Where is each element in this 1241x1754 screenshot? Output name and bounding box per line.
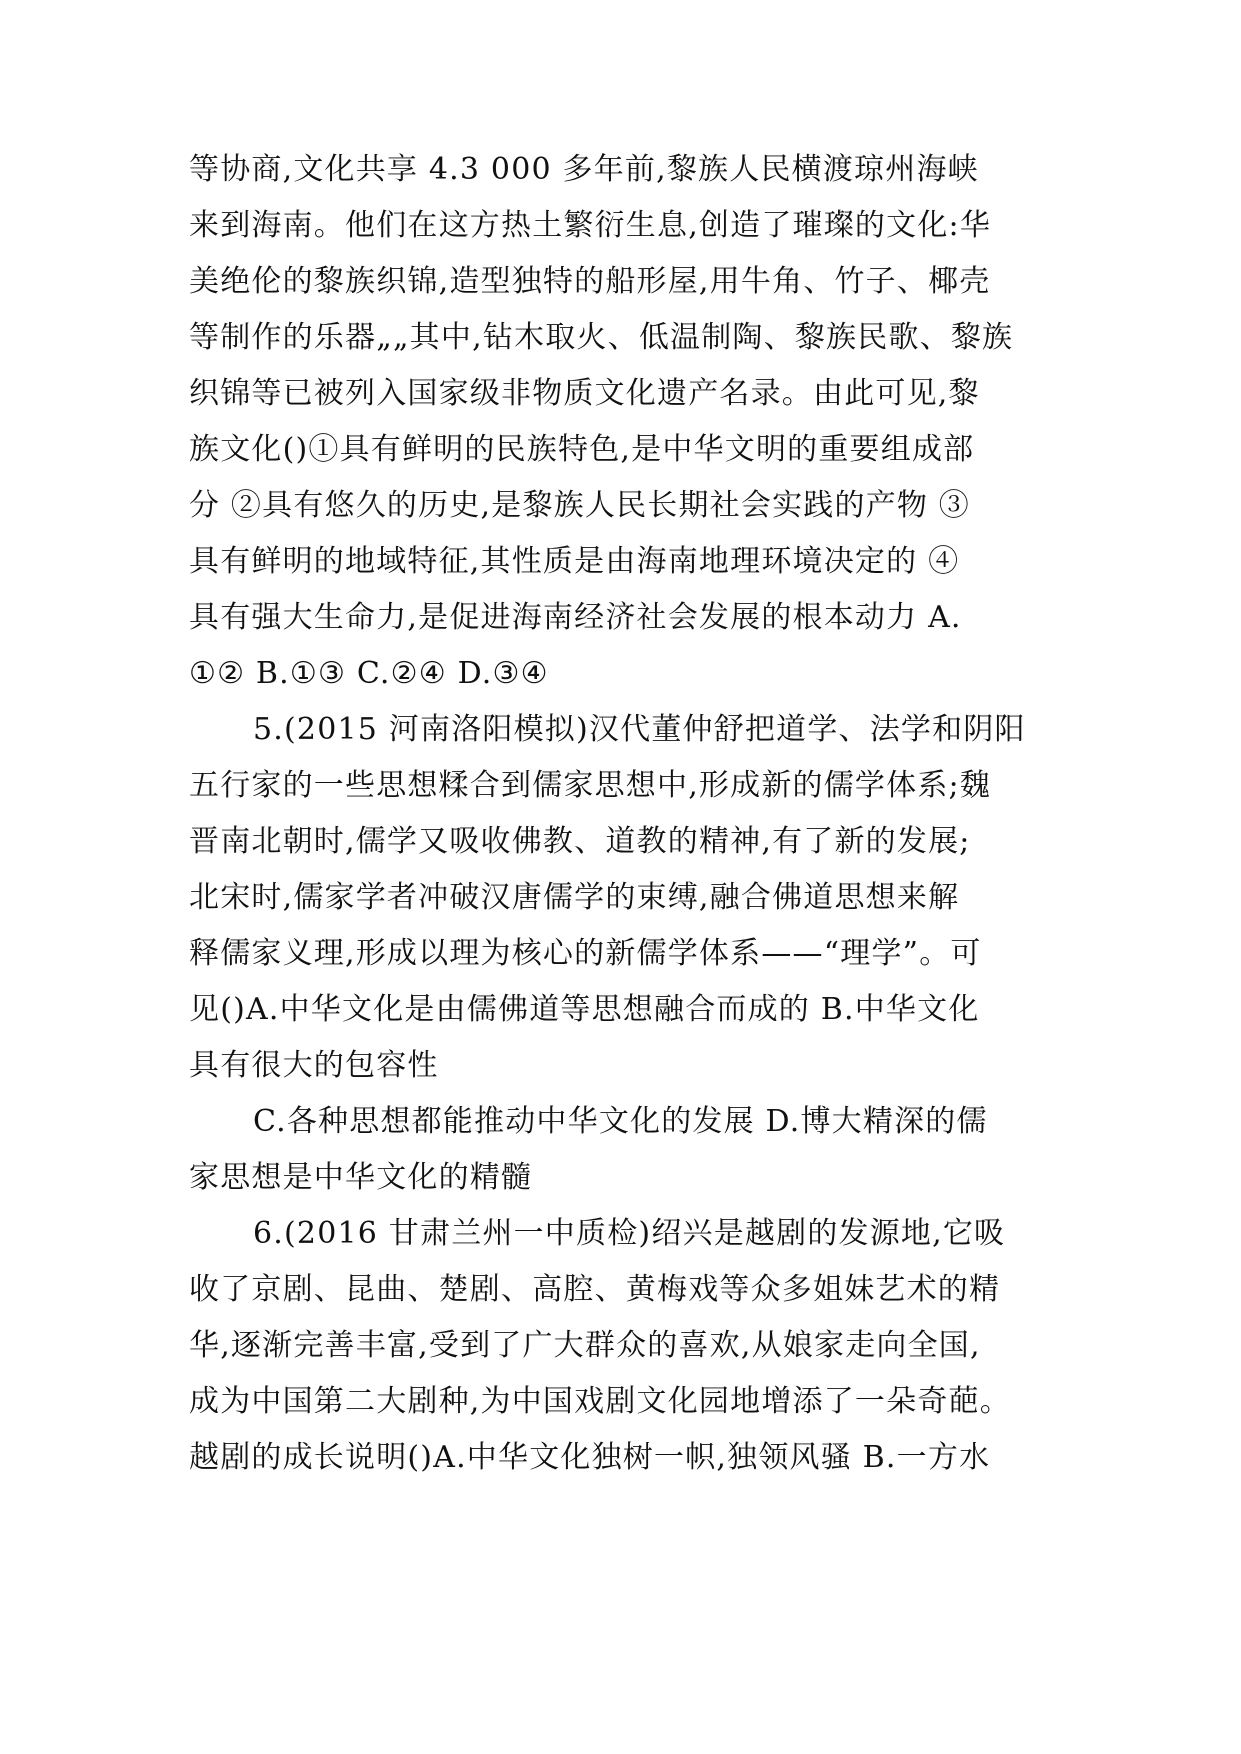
- text-line: 等协商,文化共享 4.3 000 多年前,黎族人民横渡琼州海峡: [189, 152, 979, 187]
- answer-options-line: C.各种思想都能推动中华文化的发展 D.博大精深的儒: [253, 1104, 988, 1139]
- text-line: 越剧的成长说明()A.中华文化独树一帜,独领风骚 B.一方水: [189, 1440, 991, 1475]
- answer-options-line: ①② B.①③ C.②④ D.③④: [189, 656, 549, 691]
- text-line: 具有强大生命力,是促进海南经济社会发展的根本动力 A.: [189, 600, 962, 635]
- text-line: 华,逐渐完善丰富,受到了广大群众的喜欢,从娘家走向全国,: [189, 1328, 981, 1363]
- text-line: 具有很大的包容性: [189, 1048, 439, 1083]
- text-line: 具有鲜明的地域特征,其性质是由海南地理环境决定的 ④: [189, 544, 960, 579]
- text-line: 分 ②具有悠久的历史,是黎族人民长期社会实践的产物 ③: [189, 488, 971, 523]
- question-5-heading: 5.(2015 河南洛阳模拟)汉代董仲舒把道学、法学和阴阳: [253, 712, 1026, 747]
- text-line: 家思想是中华文化的精髓: [189, 1160, 533, 1195]
- text-line: 释儒家义理,形成以理为核心的新儒学体系——“理学”。可: [189, 936, 982, 971]
- text-line: 北宋时,儒家学者冲破汉唐儒学的束缚,融合佛道思想来解: [189, 880, 960, 915]
- text-line: 族文化()①具有鲜明的民族特色,是中华文明的重要组成部: [189, 432, 975, 467]
- question-6-heading: 6.(2016 甘肃兰州一中质检)绍兴是越剧的发源地,它吸: [253, 1216, 1006, 1251]
- text-line: 织锦等已被列入国家级非物质文化遗产名录。由此可见,黎: [189, 376, 980, 411]
- text-line: 来到海南。他们在这方热土繁衍生息,创造了璀璨的文化:华: [189, 208, 992, 243]
- text-line: 收了京剧、昆曲、楚剧、高腔、黄梅戏等众多姐妹艺术的精: [189, 1272, 1001, 1307]
- text-line: 美绝伦的黎族织锦,造型独特的船形屋,用牛角、竹子、椰壳: [189, 264, 991, 299]
- text-line: 五行家的一些思想糅合到儒家思想中,形成新的儒学体系;魏: [189, 768, 992, 803]
- text-line: 成为中国第二大剧种,为中国戏剧文化园地增添了一朵奇葩。: [189, 1384, 1011, 1419]
- text-line: 见()A.中华文化是由儒佛道等思想融合而成的 B.中华文化: [189, 992, 980, 1027]
- text-line: 等制作的乐器„„其中,钻木取火、低温制陶、黎族民歌、黎族: [189, 320, 1014, 355]
- text-line: 晋南北朝时,儒学又吸收佛教、道教的精神,有了新的发展;: [189, 824, 971, 859]
